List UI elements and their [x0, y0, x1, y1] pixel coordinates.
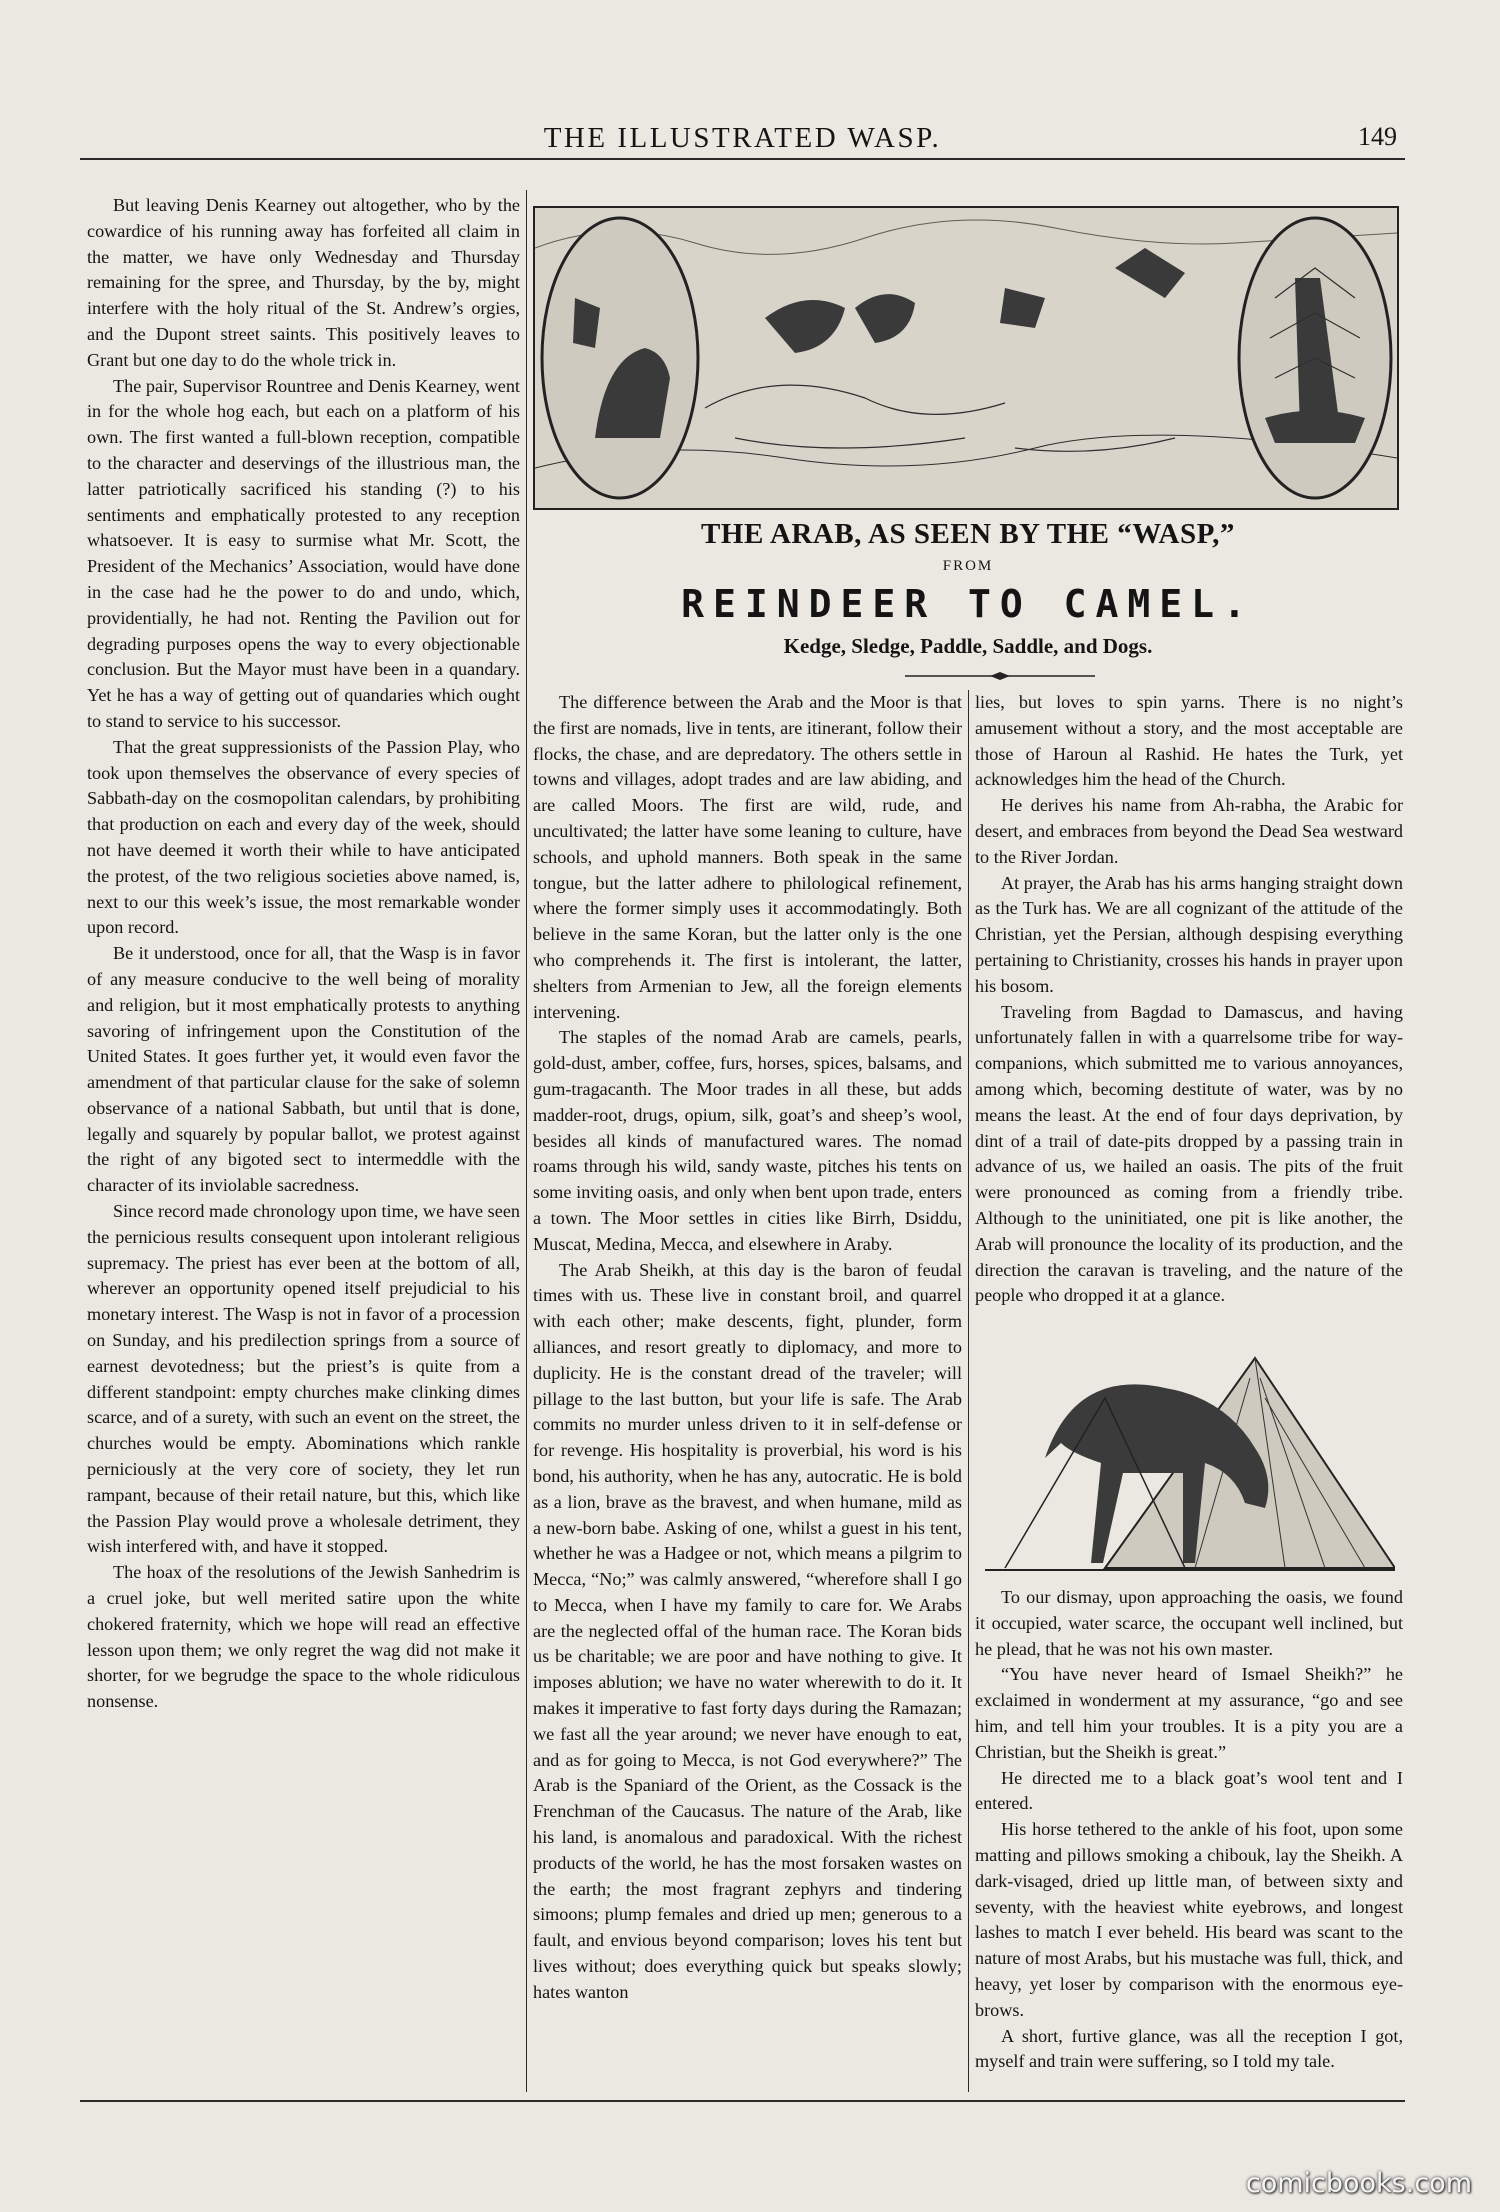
caption-from: FROM	[942, 558, 994, 574]
paragraph: A short, furtive glance, was all the reception I got, myself and train were suffering, so I told my tale.	[975, 2025, 1403, 2072]
page-number: 149	[1358, 122, 1397, 151]
camel-tent-illustration	[985, 1338, 1395, 1578]
column-rule-right	[968, 690, 969, 2092]
column-article-2	[975, 690, 1403, 1340]
headline: REINDEER TO CAMEL.	[681, 582, 1255, 626]
column-editorial	[87, 193, 520, 2091]
paragraph: Traveling from Bagdad to Damascus, and having unfortunately fallen in with a quarrelsome tribe for way-companions, which submitted me to various annoyances, among which, becoming destitute of water, was by no means the least. At the end of four days deprivation, by dint of a trail of date-pits dropped by a passing train in advance of us, we hailed an oasis. The pits of the fruit were pronounced as coming from a friendly tribe. Although to the uninitiated, one pit is like another, the Arab will pronounce the locality of its production, and the direction the caravan is traveling, and the nature of the people who dropped it at a glance.	[975, 1001, 1403, 1306]
column-rule-left	[526, 190, 527, 2092]
page-header	[80, 118, 1405, 160]
paragraph: “You have never heard of Ismael Sheikh?” he exclaimed in wonderment at my assurance, “go and see him, and tell him your troubles. It is a pity you are a Christian, but the Sheikh is great.”	[975, 1664, 1403, 1762]
paragraph: But leaving Denis Kearney out altogether, who by the cowardice of his running away has forfeited all claim in the matter, we have only Wednesday and Thursday remaining for the spree, and Thursday, by the by, might interfere with the holy ritual of the St. Andrew’s orgies, and the Dupont street saints. This positively leaves to Grant but one day to do the whole trick in.	[87, 195, 520, 370]
bottom-rule	[80, 2100, 1405, 2102]
paragraph: At prayer, the Arab has his arms hanging straight down as the Turk has. We are all cognizant of the attitude of the Christian, yet the Persian, although despising everything pertaining to Christianity, crosses his hands in prayer upon his bosom.	[975, 872, 1403, 996]
engraving-illustration	[533, 206, 1399, 510]
watermark: comicbooks.com	[1245, 2168, 1472, 2199]
paragraph: The Arab Sheikh, at this day is the baron of feudal times with us. These live in constant broil, and quarrel with each other; make descents, fight, plunder, form alliances, and resort greatly to diplomacy, and more to duplicity. He is the constant dread of the traveler; will pillage to the last button, but your life is safe. The Arab commits no murder unless driven to it in self-defense or for revenge. His hospitality is proverbial, his word is his bond, his authority, when he has any, autocratic. He is bold as a lion, brave as the bravest, and when humane, mild as a new-born babe. Asking of one, whilst a guest in his tent, whether he was a Hadgee or not, which means a pilgrim to Mecca, “No;” was calmly answered, “wherefore shall I go to Mecca, when I have my family to care for. We Arabs are the neglected offal of the human race. The Koran bids us be charitable; we are poor and have nothing to give. It imposes ablution; we have no water wherewith to do it. It makes it imperative to fast forty days during the Ramazan; we fast all the year around; we never have enough to eat, and as for going to Mecca, is not God everywhere?” The Arab is the Spaniard of the Orient, as the Cossack is the Frenchman of the Caucasus. The nature of the Arab, like his land, is anomalous and paradoxical. With the richest products of the world, he has the most forsaken wastes on the earth; the most fragrant zephyrs and tindering simoons; plump females and dried up men; generous to a fault, and envious beyond comparison; loves his tent but lives without; does everything quick but speaks slowly; hates wanton	[533, 1259, 962, 2002]
column-article-1	[533, 690, 962, 2090]
subheadline: Kedge, Sledge, Paddle, Saddle, and Dogs.	[783, 634, 1153, 658]
paragraph: The hoax of the resolutions of the Jewish Sanhedrim is a cruel joke, but well merited satire upon the white chokered fraternity, which we hope will read an effective lesson upon them; we only regret the wag did not make it shorter, for we begrudge the space to the whole ridiculous nonsense.	[87, 1562, 520, 1712]
paragraph: The pair, Supervisor Rountree and Denis Kearney, went in for the whole hog each, but each on a platform of his own. The first wanted a full-blown reception, compatible to the character and deservings of the illustrious man, the latter patriotically sacrificed his standing (?) to his sentiments and emphatically protested to any reception whatsoever. It is easy to surmise what Mr. Scott, the President of the Mechanics’ Association, would have done in the case had he the power to do and undo, which, providentially, he had not. Renting the Pavilion out for degrading purposes opens the way to every objectionable conclusion. But the Mayor must have been in a quandary. Yet he has a way of getting out of quandaries which ought to stand to service to his successor.	[87, 375, 520, 731]
paragraph: Since record made chronology upon time, we have seen the pernicious results consequent upon intolerant religious supremacy. The priest has ever been at the bottom of all, wherever an opportunity opened itself prejudicial to his monetary interest. The Wasp is not in favor of a procession on Sunday, and his predilection springs from a source of earnest devotedness; but the priest’s is quite from a different standpoint: empty churches make clinking dimes scarce, and of a surety, with such an event on the street, the churches would be empty. Abominations which rankle perniciously at the very core of society, they let run rampant, because of their retail nature, but this, which like the Passion Play would prove a wholesale detriment, they wish interfered with, and have it stopped.	[87, 1201, 520, 1557]
ornament-rule	[905, 672, 1095, 680]
paragraph: Be it understood, once for all, that the Wasp is in favor of any measure conducive to the well being of morality and religion, but it most emphatically protests to anything savoring of infringement upon the Constitution of the United States. It goes further yet, it would even favor the amendment of that particular clause for the sake of solemn observance of a national Sabbath, but until that is done, legally and squarely by popular ballot, we protest against the right of any bigoted sect to intermeddle with the character of its inviolable sacredness.	[87, 943, 520, 1196]
paragraph: lies, but loves to spin yarns. There is no night’s amusement without a story, and the most acceptable are those of Haroun al Rashid. He hates the Turk, yet acknowledges him the head of the Church.	[975, 692, 1403, 790]
paragraph: The difference between the Arab and the Moor is that the first are nomads, live in tents, are itinerant, follow their flocks, the chase, and are depredatory. The others settle in towns and villages, adopt trades and are law abiding, and are called Moors. The first are wild, rude, and uncultivated; the latter have some leaning to culture, have schools, and uphold manners. Both speak in the same tongue, but the latter adhere to philological refinement, where the former simply uses it accommodatingly. Both believe in the same Koran, but the latter only is the one who comprehends it. The first is intolerant, the latter, shelters from Armenian to Jew, all the foreign elements intervening.	[533, 692, 962, 1022]
paragraph: To our dismay, upon approaching the oasis, we found it occupied, water scarce, the occupant well inclined, but he plead, that he was not his own master.	[975, 1587, 1403, 1659]
paragraph: He directed me to a black goat’s wool tent and I entered.	[975, 1767, 1403, 1814]
paragraph: The staples of the nomad Arab are camels, pearls, gold-dust, amber, coffee, furs, horses, spices, balsams, and gum-tragacanth. The Moor trades in all these, but adds madder-root, drugs, opium, silk, goat’s and sheep’s wool, besides all kinds of manufactured wares. The nomad roams through his wild, sandy waste, pitches his tents on some inviting oasis, and only when bent upon trade, enters a town. The Moor settles in cities like Birrh, Dsiddu, Muscat, Medina, Mecca, and elsewhere in Araby.	[533, 1027, 962, 1254]
column-article-3	[975, 1585, 1403, 2090]
illustration-caption: THE ARAB, AS SEEN BY THE “WASP,”	[701, 518, 1235, 550]
masthead-title: THE ILLUSTRATED WASP.	[543, 122, 942, 154]
paragraph: His horse tethered to the ankle of his foot, upon some matting and pillows smoking a chibouk, lay the Sheikh. A dark-visaged, dried up little man, of between sixty and seventy, with the heaviest white eyebrows, and longest lashes to match I ever beheld. His beard was scant to the nature of most Arabs, but his mustache was full, thick, and heavy, yet loser by comparison with the enormous eye-brows.	[975, 1819, 1403, 2020]
paragraph: He derives his name from Ah-rabha, the Arabic for desert, and embraces from beyond the Dead Sea westward to the River Jordan.	[975, 795, 1403, 867]
paragraph: That the great suppressionists of the Passion Play, who took upon themselves the observance of every species of Sabbath-day on the cosmopolitan calendars, by prohibiting that production on each and every day of the week, should not have deemed it worth their while to have anticipated the protest, of the two religious societies above named, is, next to our this week’s issue, the most remarkable wonder upon record.	[87, 736, 520, 938]
